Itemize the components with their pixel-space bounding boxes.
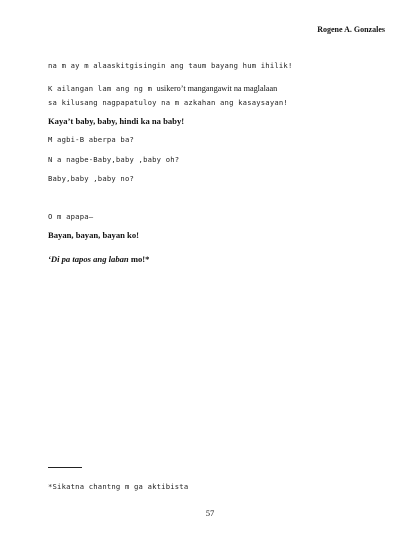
verse-line-9	[48, 230, 139, 240]
verse-line-7	[48, 174, 134, 183]
verse-line-1	[48, 61, 292, 70]
verse-line-8	[48, 212, 93, 221]
verse-line-4	[48, 116, 184, 126]
footnote	[48, 482, 188, 491]
verse-line-3	[48, 98, 288, 107]
running-header-author: Rogene A. Gonzales	[317, 25, 385, 34]
verse-line-6	[48, 155, 179, 164]
verse-line-2	[48, 78, 277, 96]
verse-line-7-text: Baby,baby ,baby no?	[48, 174, 135, 183]
verse-line-8-text: O m apapa–	[48, 212, 94, 221]
verse-line-3-text: sa kilusang nagpapatuloy na m azkahan ang kasaysayan!	[48, 98, 288, 107]
verse-line-10-italic: ‘Di pa tapos ang laban	[48, 254, 129, 264]
verse-line-5	[48, 135, 134, 144]
verse-line-10	[48, 249, 149, 267]
verse-line-10-tail: mo!*	[128, 254, 150, 264]
verse-line-5-text: M agbi-B aberpa ba?	[48, 135, 135, 144]
verse-line-4-text: Kaya’t baby, baby, hindi ka na baby!	[48, 116, 185, 126]
page-number: 57	[205, 508, 215, 518]
footnote-divider	[48, 467, 82, 468]
verse-line-2-suffix: usikero’t mangangawit na maglalaan	[156, 84, 278, 93]
verse-line-6-text: N a nagbe-Baby,baby ,baby oh?	[48, 155, 180, 164]
verse-line-1-text: na m ay m alaaskitgisingin ang taum bayang hum ihilik!	[48, 61, 293, 70]
footnote-text: *Sikatna chantng m ga aktibista	[48, 482, 189, 491]
verse-line-9-text: Bayan, bayan, bayan ko!	[48, 230, 139, 240]
verse-line-2-prefix: K ailangan lam ang ng m	[48, 84, 157, 93]
